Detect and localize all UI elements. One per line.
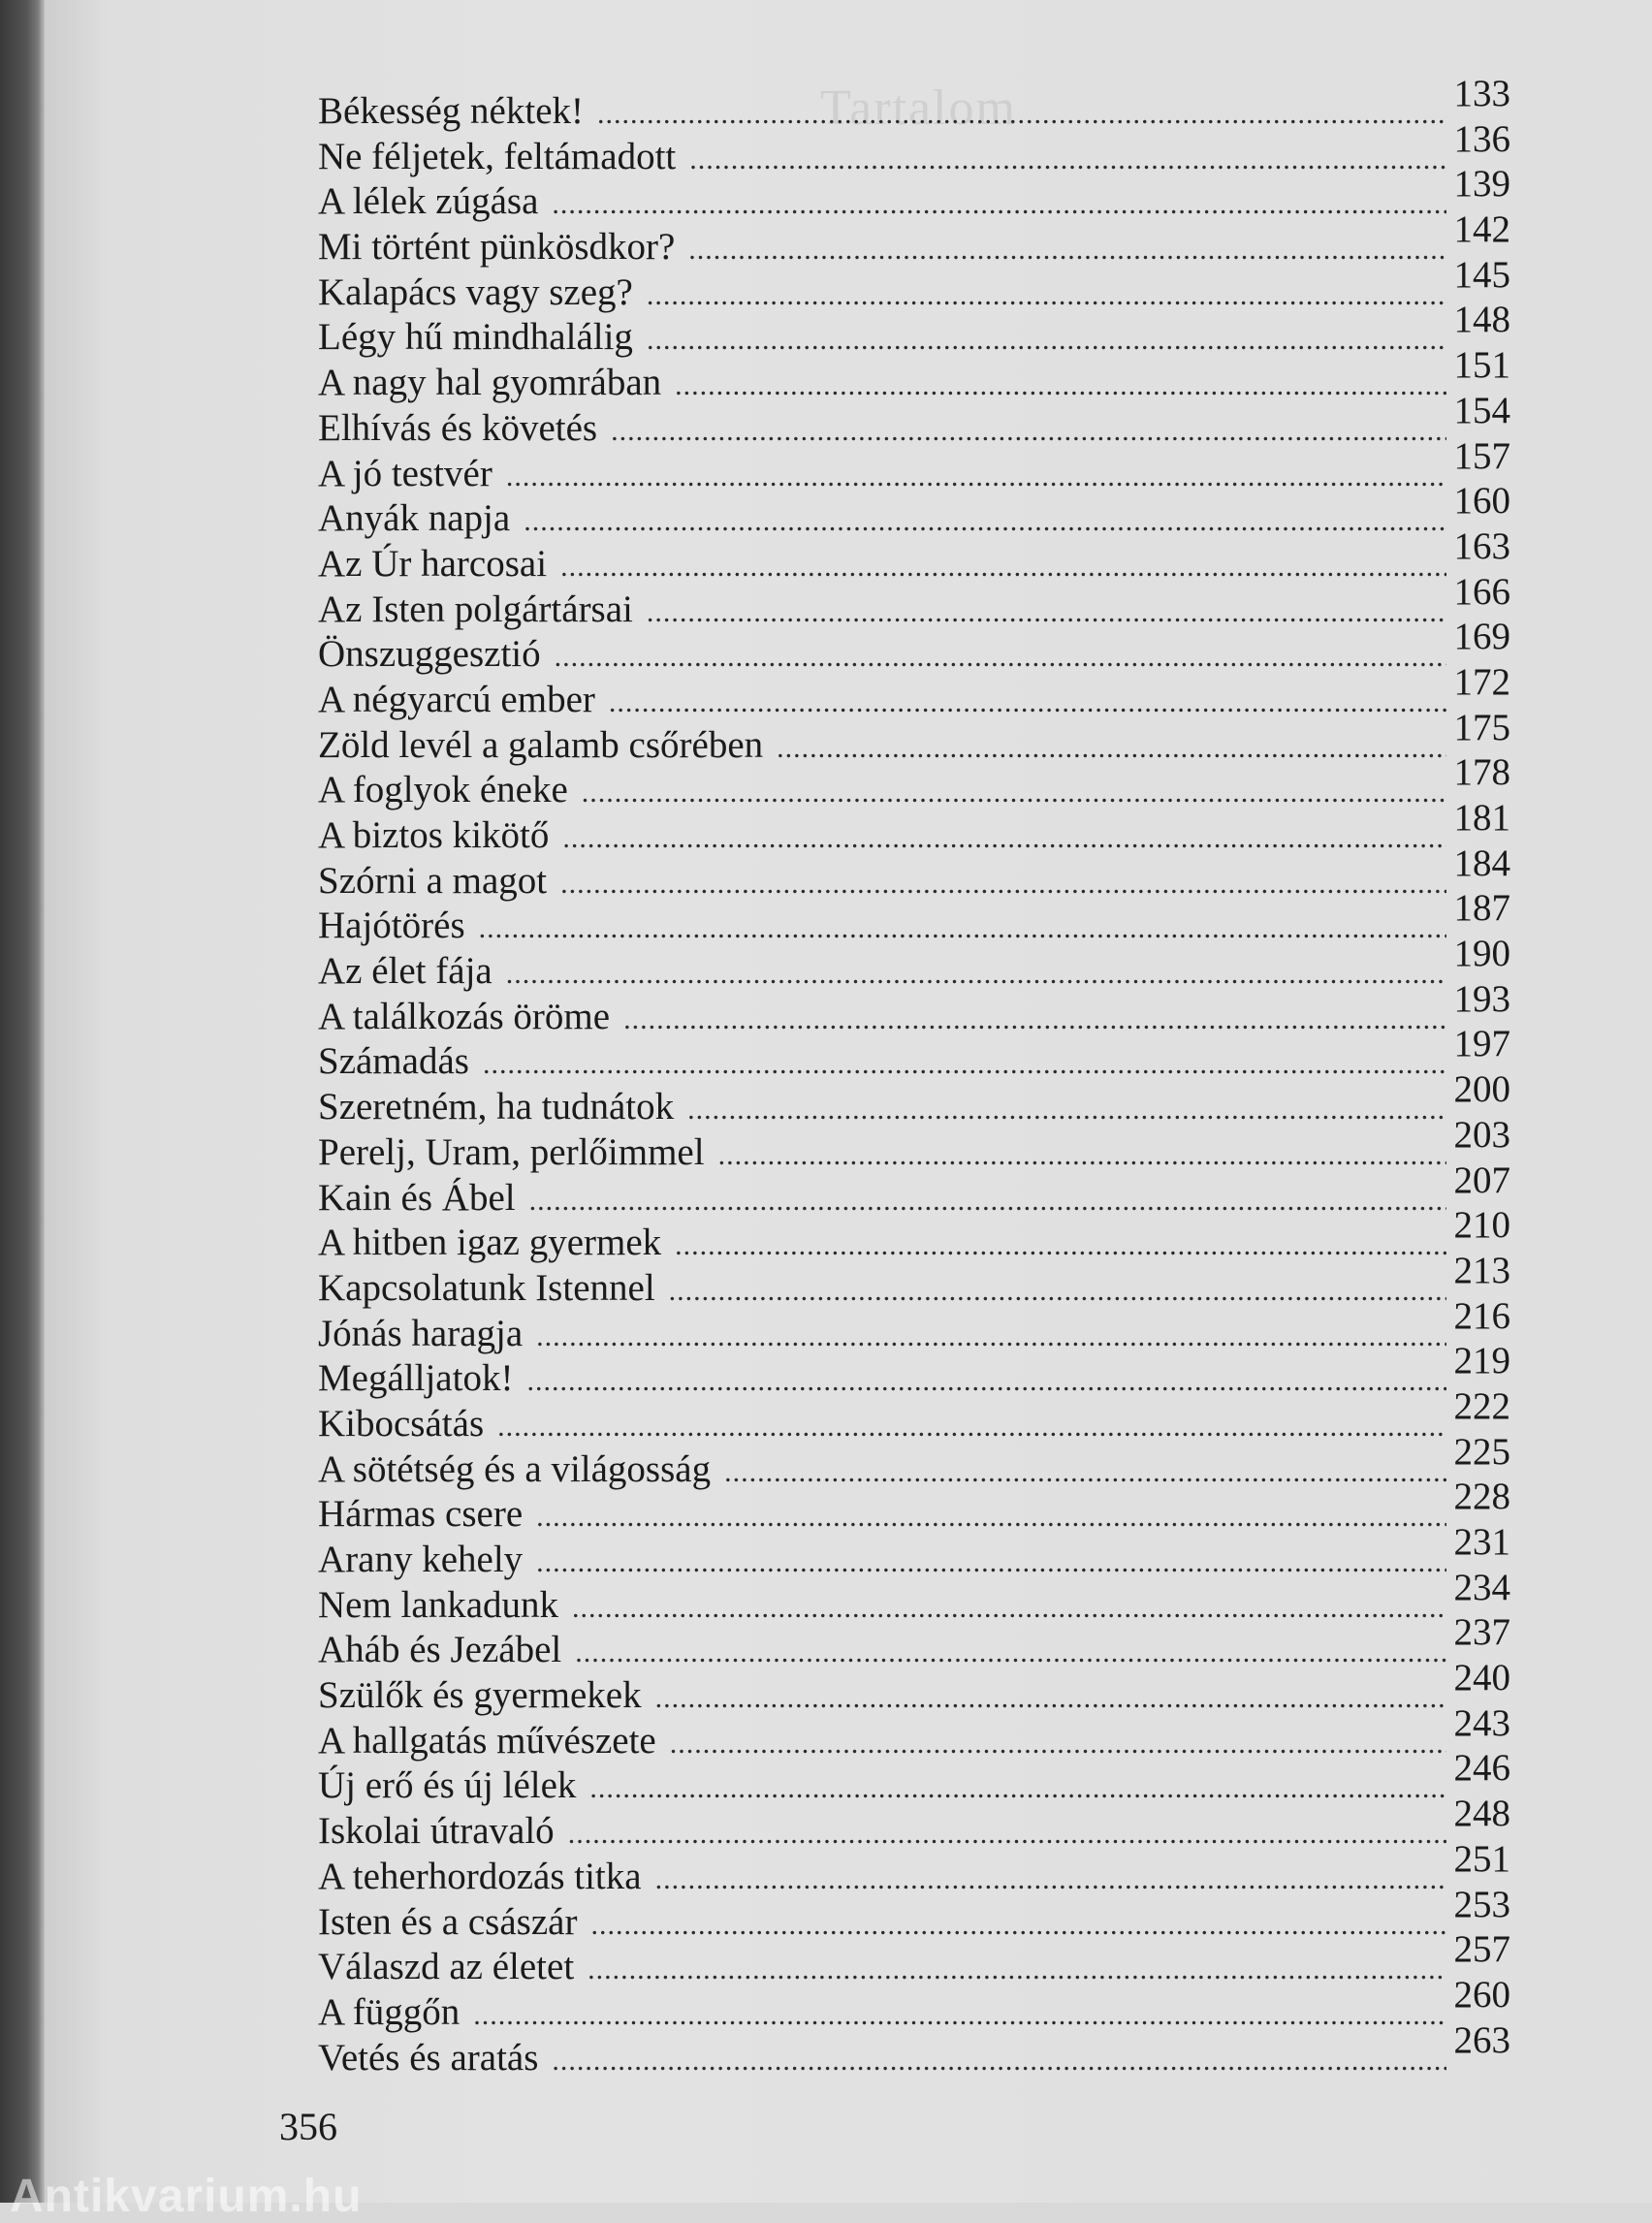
toc-entry-title: A sötétség és a világosság bbox=[318, 1447, 712, 1490]
toc-entry bbox=[318, 1701, 1510, 1764]
toc-dot-leader bbox=[506, 460, 1446, 493]
toc-entry bbox=[318, 117, 1510, 180]
toc-entry bbox=[318, 1023, 1510, 1085]
toc-dot-leader bbox=[529, 1185, 1446, 1218]
toc-entry bbox=[318, 977, 1510, 1040]
toc-entry-page: 207 bbox=[1453, 1159, 1510, 1201]
toc-entry bbox=[318, 253, 1510, 316]
toc-dot-leader bbox=[611, 415, 1446, 448]
toc-dot-leader bbox=[497, 1411, 1446, 1444]
toc-dot-leader bbox=[647, 279, 1446, 312]
toc-entry-page: 166 bbox=[1453, 570, 1510, 613]
toc-entry bbox=[318, 616, 1510, 678]
toc-entry bbox=[318, 1384, 1510, 1447]
toc-dot-leader bbox=[687, 1094, 1446, 1127]
toc-entry-page: 228 bbox=[1453, 1476, 1510, 1518]
toc-entry bbox=[318, 933, 1510, 995]
toc-entry bbox=[318, 1249, 1510, 1312]
toc-entry-page: 234 bbox=[1453, 1566, 1510, 1608]
toc-entry bbox=[318, 344, 1510, 406]
toc-entry bbox=[318, 1883, 1510, 1946]
toc-dot-leader bbox=[609, 686, 1446, 719]
toc-dot-leader bbox=[689, 143, 1446, 176]
toc-entry bbox=[318, 1928, 1510, 1990]
toc-dot-leader bbox=[675, 1229, 1446, 1262]
toc-entry-page: 219 bbox=[1453, 1340, 1510, 1382]
toc-dot-leader bbox=[777, 732, 1446, 765]
toc-entry-page: 257 bbox=[1453, 1928, 1510, 1971]
toc-entry bbox=[318, 570, 1510, 633]
page-number: 356 bbox=[279, 2105, 337, 2148]
toc-entry-page: 260 bbox=[1453, 1973, 1510, 2016]
toc-dot-leader bbox=[582, 777, 1446, 810]
toc-dot-leader bbox=[555, 641, 1446, 674]
toc-entry-page: 231 bbox=[1453, 1521, 1510, 1563]
toc-entry-title: Anyák napja bbox=[318, 497, 511, 540]
toc-entry-page: 139 bbox=[1453, 163, 1510, 206]
toc-entry bbox=[318, 797, 1510, 859]
toc-dot-leader bbox=[589, 1772, 1446, 1805]
toc-entry-page: 197 bbox=[1453, 1023, 1510, 1065]
toc-entry-page: 169 bbox=[1453, 616, 1510, 658]
toc-entry-title: Kibocsátás bbox=[318, 1402, 485, 1445]
toc-dot-leader bbox=[597, 98, 1446, 131]
toc-entry-title: Hármas csere bbox=[318, 1493, 524, 1536]
toc-entry-title: Megálljatok! bbox=[318, 1357, 514, 1400]
toc-entry-page: 136 bbox=[1453, 117, 1510, 160]
toc-entry bbox=[318, 1159, 1510, 1222]
toc-entry-page: 193 bbox=[1453, 977, 1510, 1020]
toc-entry bbox=[318, 1657, 1510, 1719]
toc-entry-page: 225 bbox=[1453, 1430, 1510, 1473]
toc-entry-title: Iskolai útravaló bbox=[318, 1810, 555, 1853]
toc-entry bbox=[318, 1566, 1510, 1629]
toc-entry-page: 253 bbox=[1453, 1883, 1510, 1925]
toc-dot-leader bbox=[473, 1999, 1446, 2032]
toc-entry-page: 251 bbox=[1453, 1837, 1510, 1880]
toc-entry bbox=[318, 1113, 1510, 1176]
toc-entry bbox=[318, 163, 1510, 225]
toc-entry-title: A hallgatás művészete bbox=[318, 1719, 656, 1762]
toc-entry-title: Isten és a császár bbox=[318, 1900, 578, 1943]
toc-dot-leader bbox=[536, 1501, 1446, 1534]
toc-entry-page: 148 bbox=[1453, 299, 1510, 341]
toc-entry-page: 181 bbox=[1453, 797, 1510, 839]
toc-entry-page: 187 bbox=[1453, 887, 1510, 930]
toc-dot-leader bbox=[562, 822, 1446, 855]
toc-entry bbox=[318, 2018, 1510, 2081]
toc-entry bbox=[318, 1204, 1510, 1266]
toc-entry-title: Arany kehely bbox=[318, 1539, 524, 1580]
toc-entry bbox=[318, 887, 1510, 949]
toc-entry-page: 175 bbox=[1453, 706, 1510, 748]
toc-entry-page: 246 bbox=[1453, 1747, 1510, 1790]
toc-entry-title: Számadás bbox=[318, 1040, 469, 1083]
toc-entry bbox=[318, 1611, 1510, 1673]
toc-entry-page: 237 bbox=[1453, 1611, 1510, 1654]
toc-entry-title: A biztos kikötő bbox=[318, 814, 550, 856]
toc-dot-leader bbox=[524, 505, 1446, 538]
toc-entry-page: 160 bbox=[1453, 480, 1510, 523]
toc-dot-leader bbox=[647, 596, 1446, 629]
toc-entry-title: Vetés és aratás bbox=[318, 2036, 539, 2079]
watermark: Antikvarium.hu bbox=[10, 2171, 363, 2222]
toc-dot-leader bbox=[552, 188, 1446, 221]
toc-entry-title: A négyarcú ember bbox=[318, 678, 595, 720]
toc-dot-leader bbox=[724, 1456, 1446, 1489]
toc-entry-page: 133 bbox=[1453, 73, 1510, 114]
toc-entry bbox=[318, 1747, 1510, 1809]
toc-entry bbox=[318, 706, 1510, 769]
toc-entry-title: Békesség néktek! bbox=[318, 90, 584, 132]
toc-entry-title: A függőn bbox=[318, 1990, 461, 2033]
toc-entry bbox=[318, 389, 1510, 452]
toc-entry-page: 163 bbox=[1453, 524, 1510, 567]
toc-entry-title: Nem lankadunk bbox=[318, 1583, 559, 1626]
toc-entry bbox=[318, 434, 1510, 497]
toc-entry-page: 213 bbox=[1453, 1249, 1510, 1291]
toc-entry-page: 172 bbox=[1453, 660, 1510, 703]
toc-entry bbox=[318, 1430, 1510, 1493]
toc-entry-page: 200 bbox=[1453, 1068, 1510, 1111]
toc-entry-title: Jónás haragja bbox=[318, 1312, 524, 1354]
toc-entry bbox=[318, 524, 1510, 588]
toc-entry bbox=[318, 1476, 1510, 1538]
toc-entry-title: Önszuggesztió bbox=[318, 633, 541, 676]
toc-entry bbox=[318, 1521, 1510, 1583]
toc-entry-title: Ne féljetek, feltámadott bbox=[318, 135, 677, 177]
toc-entry-page: 248 bbox=[1453, 1793, 1510, 1835]
toc-entry-page: 216 bbox=[1453, 1294, 1510, 1337]
toc-dot-leader bbox=[536, 1320, 1446, 1353]
toc-entry bbox=[318, 660, 1510, 723]
toc-dot-leader bbox=[675, 369, 1446, 402]
toc-dot-leader bbox=[552, 2045, 1446, 2078]
toc-dot-leader bbox=[506, 958, 1446, 991]
toc-entry-page: 263 bbox=[1453, 2018, 1510, 2061]
toc-entry bbox=[318, 842, 1510, 905]
toc-dot-leader bbox=[536, 1546, 1446, 1579]
toc-entry-title: A találkozás öröme bbox=[318, 995, 611, 1037]
toc-entry-page: 142 bbox=[1453, 208, 1510, 251]
toc-entry-title: Légy hű mindhalálig bbox=[318, 316, 633, 359]
toc-dot-leader bbox=[590, 1909, 1446, 1942]
toc-entry bbox=[318, 751, 1510, 813]
toc-entry-title: Új erő és új lélek bbox=[318, 1764, 577, 1807]
toc-entry-title: A hitben igaz gyermek bbox=[318, 1222, 662, 1264]
toc-entry-title: Válaszd az életet bbox=[318, 1946, 575, 1988]
toc-entry-page: 203 bbox=[1453, 1113, 1510, 1156]
toc-entry bbox=[318, 480, 1510, 542]
toc-dot-leader bbox=[588, 1953, 1446, 1986]
toc-dot-leader bbox=[655, 1682, 1446, 1715]
toc-entry-title: Elhívás és követés bbox=[318, 406, 598, 449]
table-of-contents bbox=[318, 73, 1510, 2080]
toc-dot-leader bbox=[560, 551, 1446, 584]
toc-entry-title: A lélek zúgása bbox=[318, 180, 539, 223]
toc-dot-leader bbox=[688, 234, 1446, 267]
toc-dot-leader bbox=[669, 1275, 1446, 1308]
toc-entry bbox=[318, 1793, 1510, 1855]
toc-dot-leader bbox=[483, 1048, 1446, 1081]
toc-entry-title: Aháb és Jezábel bbox=[318, 1629, 562, 1671]
toc-entry bbox=[318, 208, 1510, 270]
toc-entry bbox=[318, 1837, 1510, 1900]
bleed-through-title: Tartalom bbox=[820, 80, 1017, 136]
toc-entry-title: A nagy hal gyomrában bbox=[318, 362, 662, 404]
toc-dot-leader bbox=[572, 1592, 1446, 1625]
toc-dot-leader bbox=[568, 1818, 1446, 1851]
toc-entry-title: Kapcsolatunk Istennel bbox=[318, 1266, 655, 1309]
toc-entry bbox=[318, 1294, 1510, 1357]
toc-entry-title: A teherhordozás titka bbox=[318, 1855, 642, 1897]
toc-entry-title: Szórni a magot bbox=[318, 859, 548, 902]
toc-dot-leader bbox=[526, 1365, 1446, 1398]
toc-entry-page: 184 bbox=[1453, 842, 1510, 884]
toc-dot-leader bbox=[479, 912, 1446, 945]
toc-entry-page: 154 bbox=[1453, 389, 1510, 431]
toc-entry bbox=[318, 1068, 1510, 1130]
toc-entry bbox=[318, 1973, 1510, 2036]
toc-entry-title: Az Úr harcosai bbox=[318, 542, 548, 585]
toc-entry-title: Zöld levél a galamb csőrében bbox=[318, 723, 764, 766]
toc-entry-title: Perelj, Uram, perlőimmel bbox=[318, 1130, 705, 1173]
toc-dot-leader bbox=[623, 1003, 1446, 1036]
toc-entry-page: 222 bbox=[1453, 1384, 1510, 1427]
toc-entry bbox=[318, 299, 1510, 361]
toc-dot-leader bbox=[560, 868, 1446, 901]
toc-entry-title: A foglyok éneke bbox=[318, 769, 568, 811]
toc-dot-leader bbox=[718, 1139, 1446, 1172]
toc-entry bbox=[318, 1340, 1510, 1402]
toc-entry bbox=[318, 73, 1510, 135]
toc-entry-title: Az Isten polgártársai bbox=[318, 588, 633, 630]
toc-dot-leader bbox=[575, 1636, 1446, 1669]
toc-entry-title: Szülők és gyermekek bbox=[318, 1674, 642, 1717]
toc-entry-page: 178 bbox=[1453, 751, 1510, 794]
toc-entry-title: Az élet fája bbox=[318, 950, 492, 993]
toc-entry-page: 151 bbox=[1453, 344, 1510, 387]
toc-entry-page: 190 bbox=[1453, 933, 1510, 975]
toc-dot-leader bbox=[655, 1863, 1446, 1896]
toc-dot-leader bbox=[670, 1728, 1446, 1761]
toc-entry-page: 157 bbox=[1453, 434, 1510, 477]
toc-entry-title: A jó testvér bbox=[318, 452, 492, 494]
toc-entry-page: 210 bbox=[1453, 1204, 1510, 1247]
toc-entry-page: 243 bbox=[1453, 1701, 1510, 1744]
toc-entry-page: 145 bbox=[1453, 253, 1510, 296]
book-binding-edge bbox=[0, 0, 45, 2203]
toc-entry-title: Kalapács vagy szeg? bbox=[318, 270, 633, 313]
toc-entry-title: Szeretném, ha tudnátok bbox=[318, 1086, 675, 1128]
toc-dot-leader bbox=[647, 324, 1446, 357]
toc-entry-page: 240 bbox=[1453, 1657, 1510, 1699]
toc-entry-title: Mi történt pünkösdkor? bbox=[318, 226, 676, 269]
toc-entry-title: Kain és Ábel bbox=[318, 1176, 516, 1219]
toc-entry-title: Hajótörés bbox=[318, 905, 465, 947]
